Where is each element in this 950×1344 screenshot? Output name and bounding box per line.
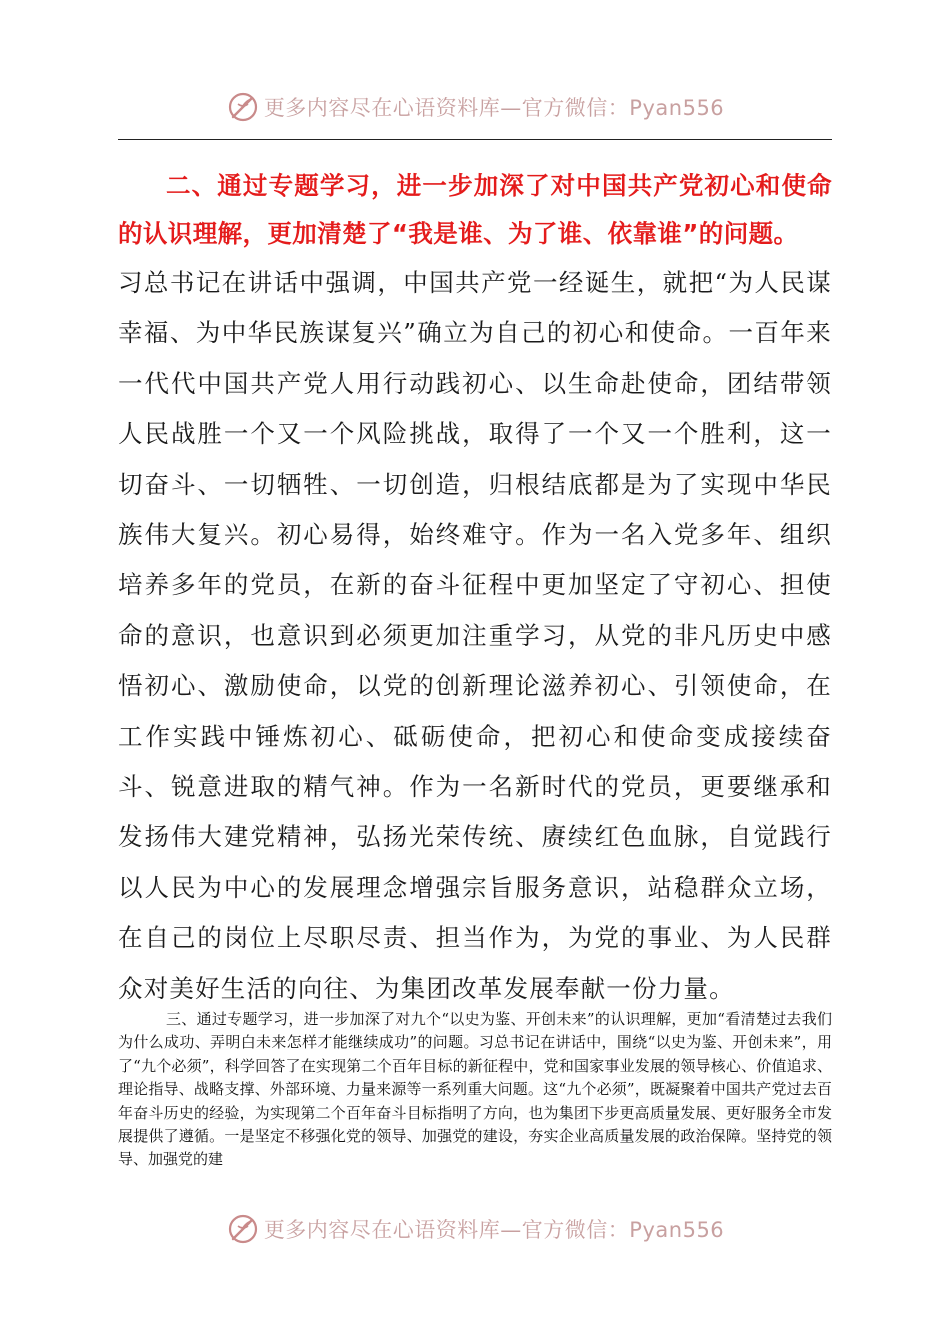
quill-logo-icon: [226, 90, 260, 124]
watermark-text: 更多内容尽在心语资料库—官方微信：Pyan556: [263, 96, 725, 120]
footer-watermark: [0, 1204, 950, 1254]
quill-logo-icon: [226, 1212, 260, 1246]
section-two-body: 习总书记在讲话中强调，中国共产党一经诞生，就把“为人民谋幸福、为中华民族谋复兴”确立为自己的初心和使命。一百年来一代代中国共产党人用行动践初心、以生命赴使命，团结带领人民战胜一个又一个风险挑战，取得了一个又一个胜利，这一切奋斗、一切牺牲、一切创造，归根结底都是为了实现中华民族伟大复兴。初心易得，始终难守。作为一名入党多年、组织培养多年的党员，在新的奋斗征程中更加坚定了守初心、担使命的意识，也意识到必须更加注重学习，从党的非凡历史中感悟初心、激励使命，以党的创新理论滋养初心、引领使命，在工作实践中锤炼初心、砥砺使命，把初心和使命变成接续奋斗、锐意进取的精气神。作为一名新时代的党员，更要继承和发扬伟大建党精神，弘扬光荣传统、赓续红色血脉，自觉践行以人民为中心的发展理念增强宗旨服务意识，站稳群众立场，在自己的岗位上尽职尽责、担当作为，为党的事业、为人民群众对美好生活的向往、为集团改革发展奉献一份力量。: [118, 268, 832, 1003]
section-three-paragraph: 三、通过专题学习，进一步加深了对九个“以史为鉴、开创未来”的认识理解，更加“看清楚过去我们为什么成功、弄明白未来怎样才能继续成功”的问题。习总书记在讲话中，围绕“以史为鉴、开创未来”，用了“九个必须”，科学回答了在实现第二个百年目标的新征程中，党和国家事业发展的领导核心、价值追求、理论指导、战略支撑、外部环境、力量来源等一系列重大问题。这“九个必须”，既凝聚着中国共产党过去百年奋斗历史的经验，为实现第二个百年奋斗目标指明了方向，也为集团下步更高质量发展、更好服务全市发展提供了遵循。一是坚定不移强化党的领导、加强党的建设，夯实企业高质量发展的政治保障。坚持党的领导、加强党的建: [118, 1010, 832, 1169]
section-two-heading: 二、通过专题学习，进一步加深了对中国共产党初心和使命的认识理解，更加清楚了“我是谁、为了谁、依靠谁”的问题。: [118, 171, 832, 248]
header-divider: [118, 139, 832, 140]
section-two: [118, 162, 832, 1014]
watermark-text: 更多内容尽在心语资料库—官方微信：Pyan556: [263, 1218, 725, 1242]
header-watermark: [0, 82, 950, 132]
